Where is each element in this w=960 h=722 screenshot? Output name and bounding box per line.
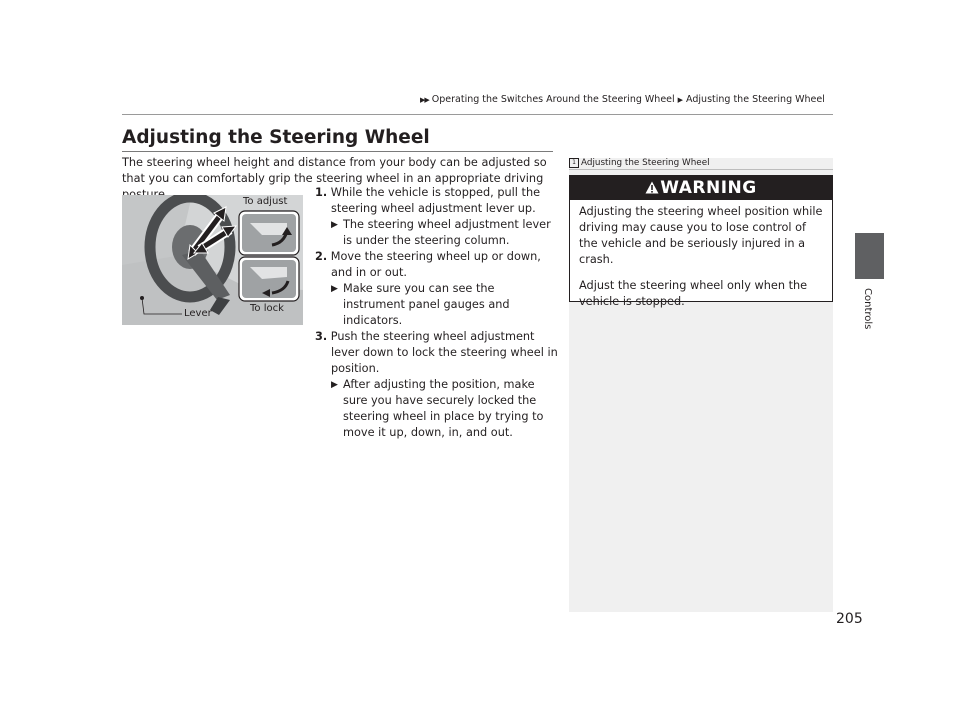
double-arrow-icon: ▶▶	[420, 96, 429, 104]
warning-title: WARNING	[660, 178, 757, 198]
warning-header	[570, 176, 832, 200]
step-3	[315, 329, 560, 377]
breadcrumb-section: Operating the Switches Around the Steering Wheel	[431, 94, 675, 105]
title-underline	[122, 151, 553, 152]
reference-number: 1	[569, 158, 579, 168]
step-number: 2.	[315, 250, 328, 263]
panel-divider	[569, 169, 833, 170]
page-title: Adjusting the Steering Wheel	[122, 127, 430, 148]
step-1	[315, 185, 560, 217]
step-3-note	[315, 377, 560, 441]
breadcrumb-topic: Adjusting the Steering Wheel	[686, 94, 825, 105]
step-1-note	[315, 217, 560, 249]
arrow-icon: ▶	[331, 220, 338, 230]
warning-text	[579, 204, 827, 320]
steering-wheel-illustration	[122, 195, 303, 325]
arrow-icon: ▶	[677, 96, 684, 104]
step-number: 1.	[315, 186, 328, 199]
step-text: Push the steering wheel adjustment lever down to lock the steering wheel in position.	[330, 330, 558, 375]
step-text: While the vehicle is stopped, pull the steering wheel adjustment lever up.	[330, 186, 541, 215]
warning-triangle-icon	[645, 181, 659, 194]
step-note-text: Make sure you can see the instrument panel gauges and indicators.	[343, 282, 510, 327]
step-2	[315, 249, 560, 281]
header-divider	[122, 114, 833, 115]
arrow-icon: ▶	[331, 284, 338, 294]
step-note-text: The steering wheel adjustment lever is under the steering column.	[343, 218, 551, 247]
step-number: 3.	[315, 330, 328, 343]
warning-paragraph-2: Adjust the steering wheel only when the vehicle is stopped.	[579, 279, 808, 308]
procedure-steps	[315, 185, 560, 441]
chapter-label-text: Controls	[862, 288, 873, 330]
panel-heading-text: Adjusting the Steering Wheel	[581, 158, 710, 168]
step-note-text: After adjusting the position, make sure you have securely locked the steering wheel in place by trying to move it up, down, in, and out.	[343, 378, 544, 439]
page-number: 205	[836, 611, 863, 627]
intro-paragraph: The steering wheel height and distance from your body can be adjusted so that you can comfortably grip the steering wheel in an appropriate driving	[122, 156, 547, 185]
step-text: Move the steering wheel up or down, and in or out.	[330, 250, 541, 279]
breadcrumb	[420, 94, 825, 105]
step-2-note	[315, 281, 560, 329]
label-lever: Lever	[184, 308, 212, 319]
label-to-adjust: To adjust	[243, 196, 288, 207]
arrow-icon: ▶	[331, 380, 338, 390]
label-to-lock: To lock	[250, 303, 284, 314]
chapter-tab	[855, 233, 884, 279]
warning-paragraph-1: Adjusting the steering wheel position while driving may cause you to lose control of the vehicle and be seriously injured in a crash.	[579, 205, 823, 266]
chapter-label	[852, 288, 888, 348]
panel-heading	[569, 158, 710, 168]
